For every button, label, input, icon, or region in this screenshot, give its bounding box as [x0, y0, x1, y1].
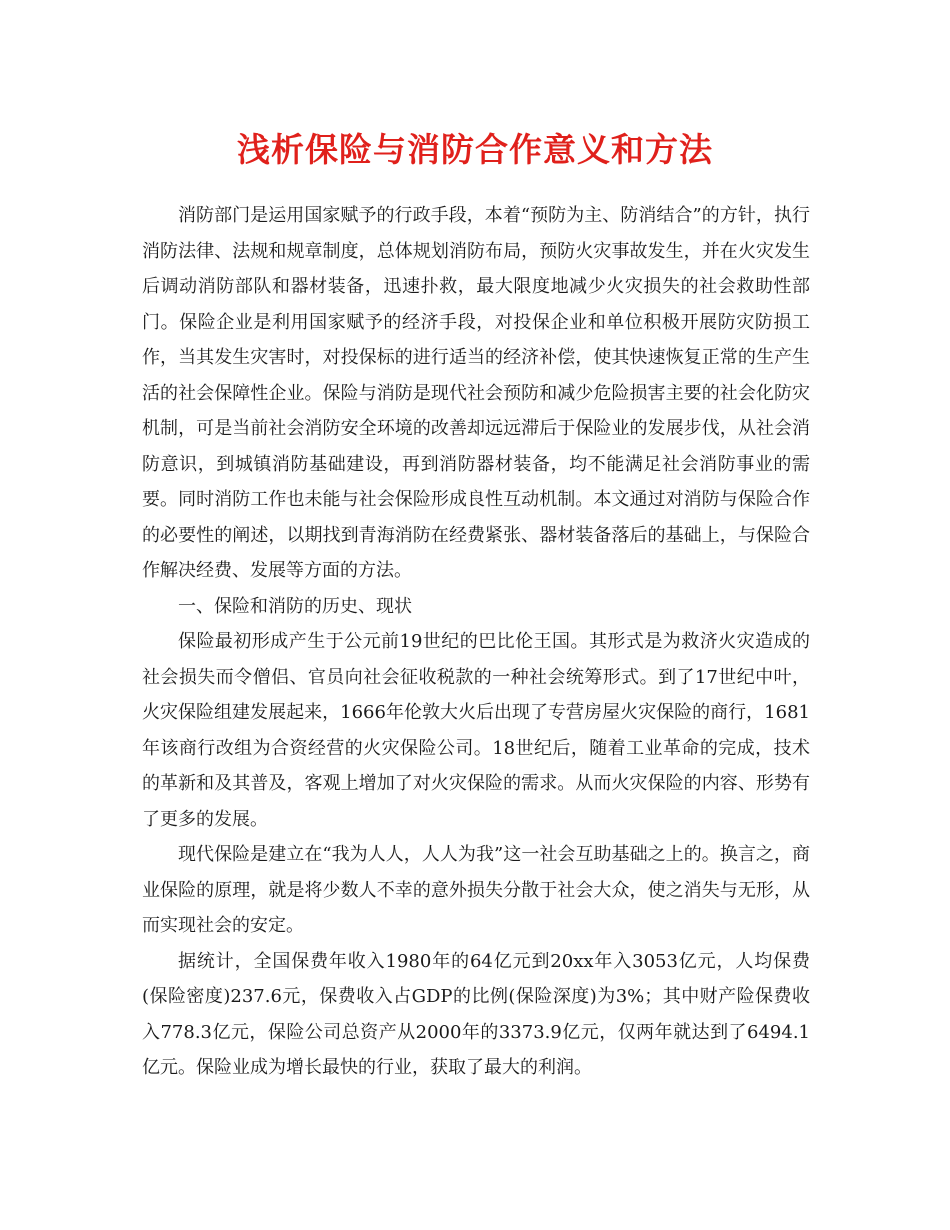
document-body — [142, 198, 810, 1086]
paragraph-intro: 消防部门是运用国家赋予的行政手段，本着“预防为主、防消结合”的方针，执行消防法律、法规和规章制度，总体规划消防布局，预防火灾事故发生，并在火灾发生后调动消防部队和器材装备，迅速扑救，最大限度地减少火灾损失的社会救助性部门。保险企业是利用国家赋予的经济手段，对投保企业和单位积极开展防灾防损工作，当其发生灾害时，对投保标的进行适当的经济补偿，使其快速恢复正常的生产生活的社会保障性企业。保险与消防是现代社会预防和减少危险损害主要的社会化防灾机制，可是当前社会消防安全环境的改善却远远滞后于保险业的发展步伐，从社会消防意识，到城镇消防基础建设，再到消防器材装备，均不能满足社会消防事业的需要。同时消防工作也未能与社会保险形成良性互动机制。本文通过对消防与保险合作的必要性的阐述，以期找到青海消防在经费紧张、器材装备落后的基础上，与保险合作解决经费、发展等方面的方法。 — [142, 205, 810, 581]
paragraph-statistics: 据统计，全国保费年收入1980年的64亿元到20xx年入3053亿元，人均保费(保险密度)237.6元，保费收入占GDP的比例(保险深度)为3%；其中财产险保费收入778.3亿元，保险公司总资产从2000年的3373.9亿元，仅两年就达到了6494.1亿元。保险业成为增长最快的行业，获取了最大的利润。 — [142, 950, 810, 1078]
paragraph-history: 保险最初形成产生于公元前19世纪的巴比伦王国。其形式是为救济火灾造成的社会损失而令僧侣、官员向社会征收税款的一种社会统筹形式。到了17世纪中叶，火灾保险组建发展起来，1666年伦敦大火后出现了专营房屋火灾保险的商行，1681年该商行改组为合资经营的火灾保险公司。18世纪后，随着工业革命的完成，技术的革新和及其普及，客观上增加了对火灾保险的需求。从而火灾保险的内容、形势有了更多的发展。 — [142, 631, 810, 830]
section-heading-history: 一、保险和消防的历史、现状 — [178, 595, 412, 617]
document-title: 浅析保险与消防合作意义和方法 — [237, 130, 713, 169]
paragraph-modern-insurance: 现代保险是建立在“我为人人，人人为我”这一社会互助基础之上的。换言之，商业保险的原理，就是将少数人不幸的意外损失分散于社会大众，使之消失与无形，从而实现社会的安定。 — [142, 844, 810, 936]
